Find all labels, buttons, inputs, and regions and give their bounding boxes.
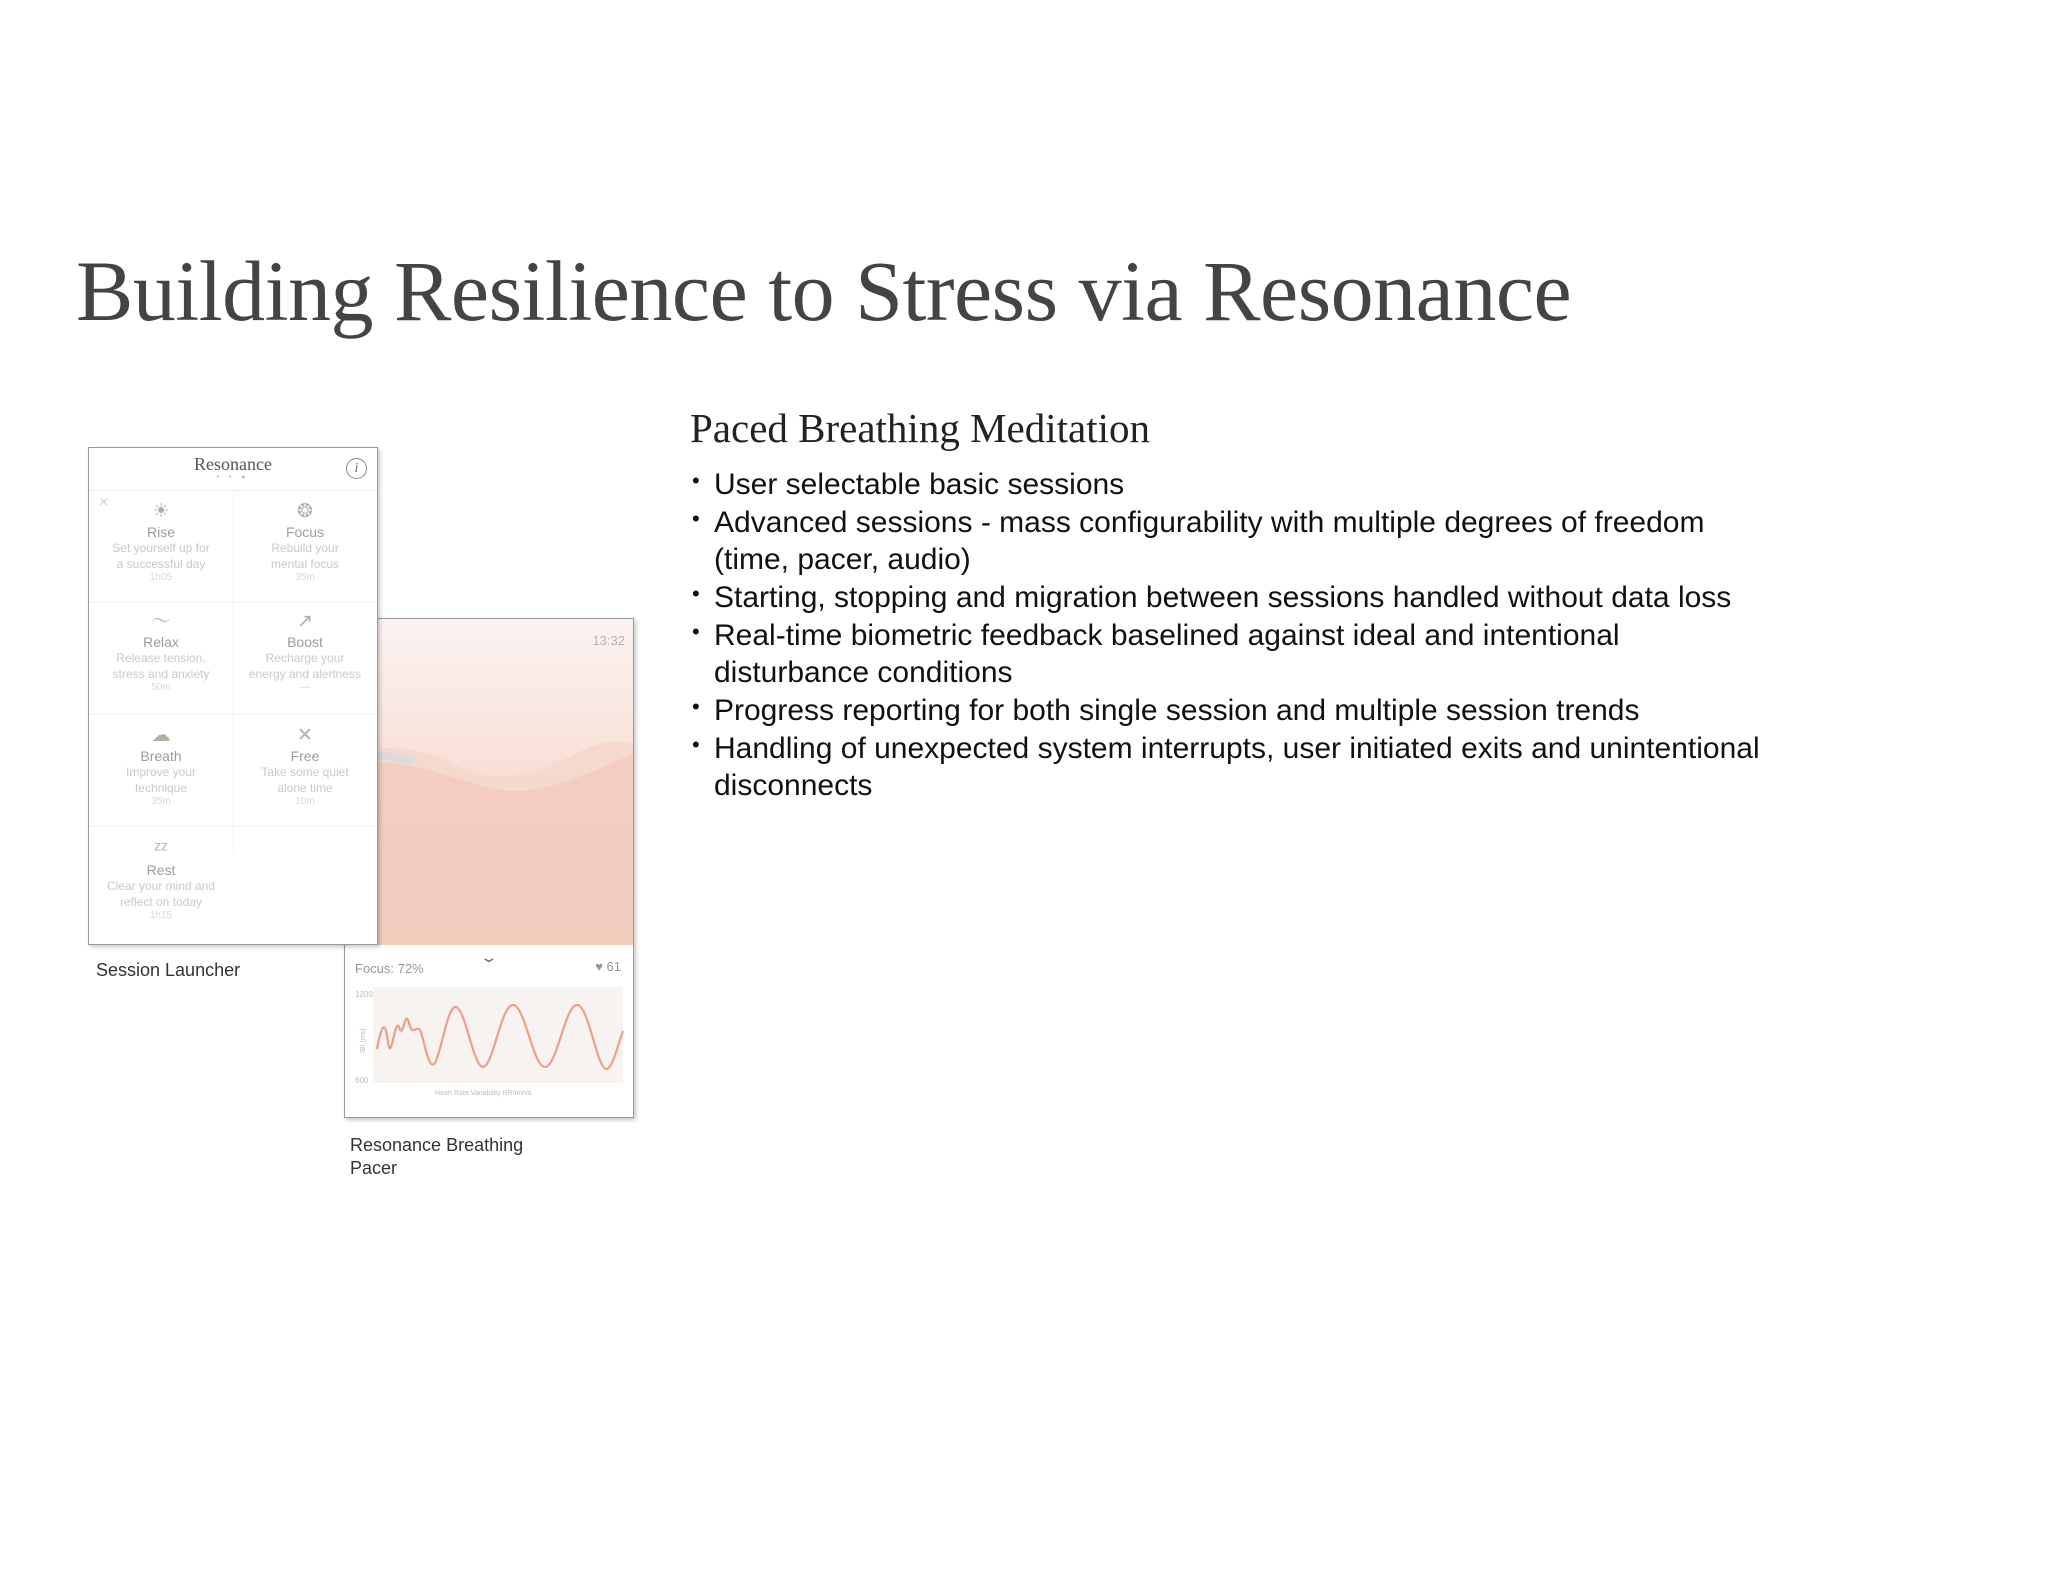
session-name: Boost [287, 634, 323, 650]
bullet-icon: • [692, 694, 700, 719]
bullet-icon: • [692, 468, 700, 493]
session-description: technique [134, 781, 188, 795]
list-item [690, 692, 1770, 729]
heart-rate-readout: ♥ 61 [595, 959, 621, 974]
chevron-down-icon[interactable]: ⌄ [479, 949, 499, 965]
focus-readout: Focus: 72% [355, 961, 424, 976]
section-heading: Paced Breathing Meditation [690, 405, 1150, 451]
launcher-screenshot [88, 447, 378, 945]
session-duration: 35m [295, 572, 315, 583]
aperture-icon: ❂ [297, 501, 313, 522]
session-tile-breath[interactable] [92, 724, 230, 808]
session-duration: 50m [151, 682, 171, 693]
pacer-stats-panel [345, 945, 633, 1117]
y-axis-bottom-label: 600 [355, 1076, 369, 1085]
hrv-chart [355, 987, 625, 1099]
wave-icon: 〜 [151, 611, 171, 632]
bullet-icon: • [692, 506, 700, 531]
session-description: Clear your mind and [106, 879, 216, 893]
session-description: a successful day [116, 557, 206, 571]
bullet-text: Starting, stopping and migration between sessions handled without data loss [714, 581, 1732, 614]
session-duration: — [300, 682, 310, 693]
bullet-text: Handling of unexpected system interrupts, user initiated exits and unintentional disconnects [714, 732, 1760, 802]
session-tile-relax[interactable] [92, 610, 230, 694]
session-tile-rest[interactable] [92, 838, 230, 922]
session-name: Free [290, 748, 320, 764]
grid-divider [89, 714, 377, 715]
session-description: Set yourself up for [112, 541, 210, 555]
x-axis-title: Heart Rate Variability RR/min/s [435, 1090, 532, 1097]
feature-list [690, 466, 1770, 805]
session-tile-rise[interactable] [92, 500, 230, 584]
bullet-icon: • [692, 619, 700, 644]
y-axis-title: IBI (ms) [360, 1028, 367, 1053]
bullet-text: Real-time biometric feedback baselined against ideal and intentional disturbance conditions [714, 619, 1620, 689]
page-indicator: • • ● [216, 474, 250, 481]
launcher-caption: Session Launcher [96, 960, 241, 980]
slide-title: Building Resilience to Stress via Resonance [76, 243, 1572, 339]
grid-divider [233, 494, 234, 854]
session-tile-free[interactable] [236, 724, 374, 808]
launcher-header [89, 448, 377, 491]
crossed-icon: ✕ [297, 725, 313, 746]
session-duration: 1h05 [149, 572, 173, 583]
pacer-caption: Resonance Breathing Pacer [350, 1135, 524, 1178]
bullet-text: Advanced sessions - mass configurability with multiple degrees of freedom (time, pacer, audio) [714, 506, 1705, 576]
session-description: Release tension, [116, 651, 206, 665]
session-description: mental focus [270, 557, 340, 571]
y-axis-top-label: 1200 [355, 990, 373, 999]
info-icon[interactable]: i [346, 458, 367, 479]
pacer-time: 13:32 [592, 633, 625, 648]
grid-divider [89, 602, 377, 603]
list-item [690, 730, 1770, 804]
session-name: Rest [146, 862, 176, 878]
session-name: Focus [285, 524, 325, 540]
session-name: Breath [140, 748, 182, 764]
session-name: Relax [143, 634, 179, 650]
session-description: energy and alertness [248, 667, 362, 681]
session-description: Recharge your [265, 651, 345, 665]
sunrise-icon: ☀ [152, 501, 170, 522]
bullet-icon: • [692, 732, 700, 757]
grid-divider [89, 826, 377, 827]
list-item [690, 579, 1770, 616]
close-icon[interactable]: × [99, 494, 109, 511]
list-item [690, 617, 1770, 691]
session-description: Improve your [125, 765, 197, 779]
session-description: stress and anxiety [112, 667, 210, 681]
session-description: alone time [277, 781, 333, 795]
session-description: Rebuild your [271, 541, 339, 555]
pacer-screenshot [344, 618, 634, 1118]
session-duration: 1h15 [149, 910, 173, 921]
sleep-icon: ᶻᶻ [154, 839, 168, 860]
list-item [690, 504, 1770, 578]
session-description: reflect on today [119, 895, 203, 909]
bullet-text: Progress reporting for both single session and multiple session trends [714, 694, 1640, 727]
bullet-text: User selectable basic sessions [714, 468, 1125, 501]
breathing-wave-visual [345, 619, 633, 945]
session-duration: 35m [151, 796, 171, 807]
bullet-icon: • [692, 581, 700, 606]
session-tile-boost[interactable] [236, 610, 374, 694]
app-title: Resonance [194, 454, 272, 474]
session-name: Rise [146, 524, 175, 540]
trend-up-icon: ↗ [297, 611, 313, 632]
session-tile-focus[interactable] [236, 500, 374, 584]
breathing-wave-graphic [345, 619, 633, 945]
list-item [690, 466, 1770, 503]
session-duration: 10m [295, 796, 315, 807]
session-description: Take some quiet [261, 765, 349, 779]
breath-icon: ☁ [151, 725, 171, 746]
